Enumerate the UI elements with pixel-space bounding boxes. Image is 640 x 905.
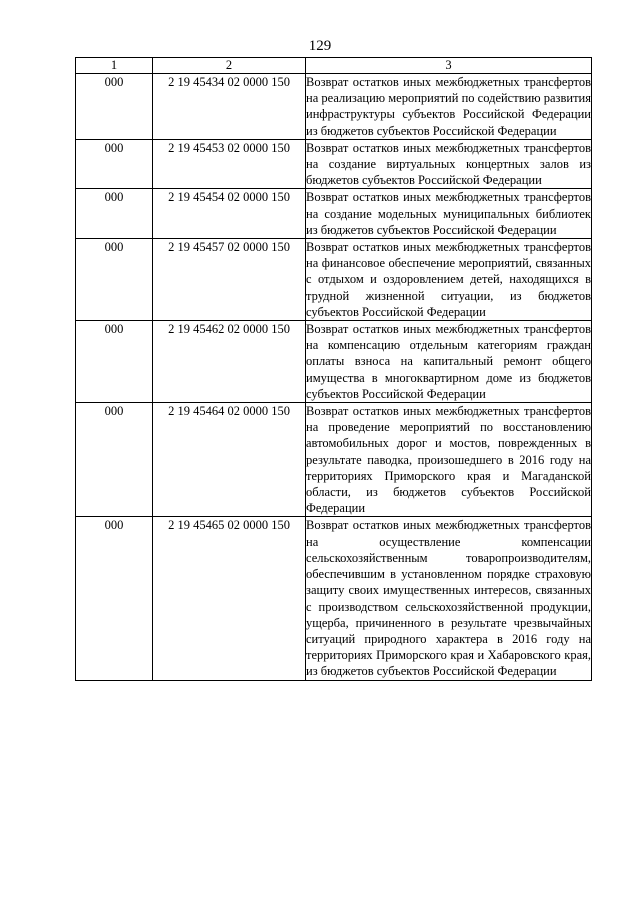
table-row xyxy=(76,139,592,189)
table-row xyxy=(76,517,592,680)
table-row xyxy=(76,189,592,239)
kbk-code-cell: 2 19 45453 02 0000 150 xyxy=(153,139,306,189)
column-header-2: 2 xyxy=(153,58,306,74)
kbk-code-cell: 2 19 45454 02 0000 150 xyxy=(153,189,306,239)
description-cell: Возврат остатков иных межбюджетных трансфертов на создание модельных муниципальных библиотек из бюджетов субъектов Российской Федерации xyxy=(306,190,591,237)
description-cell: Возврат остатков иных межбюджетных трансфертов на финансовое обеспечение мероприятий, связанных с отдыхом и оздоровлением детей, находящихся в трудной жизненной ситуации, из бюджетов субъектов Российской Федерации xyxy=(306,240,591,319)
budget-classification-table xyxy=(75,57,592,681)
admin-code-cell: 000 xyxy=(76,74,153,140)
kbk-code-cell: 2 19 45462 02 0000 150 xyxy=(153,321,306,403)
kbk-code-cell: 2 19 45457 02 0000 150 xyxy=(153,239,306,321)
table-row xyxy=(76,403,592,517)
description-cell: Возврат остатков иных межбюджетных трансфертов на создание виртуальных концертных залов из бюджетов субъектов Российской Федерации xyxy=(306,140,591,188)
table-row xyxy=(76,321,592,403)
description-cell: Возврат остатков иных межбюджетных трансфертов на проведение мероприятий по восстановлению автомобильных дорог и мостов, поврежденных в результате паводка, произошедшего в 2016 году на территориях Приморского края и Магаданской области, из бюджетов субъектов Российской Федерации xyxy=(306,404,591,516)
page-number: 129 xyxy=(308,38,332,54)
table-row xyxy=(76,239,592,321)
admin-code-cell: 000 xyxy=(76,189,153,239)
description-cell: Возврат остатков иных межбюджетных трансфертов на осуществление компенсации сельскохозяйственным товаропроизводителям, обеспечившим в установленном порядке страховую защиту своих имущественных интересов, связанных с производством сельскохозяйственной продукции, ущерба, причиненного в результате чрезвычайных ситуаций природного характера в 2016 году на территориях Приморского края и Хабаровского края, из бюджетов субъектов Российской Федерации xyxy=(306,518,591,679)
admin-code-cell: 000 xyxy=(76,517,153,680)
kbk-code-cell: 2 19 45465 02 0000 150 xyxy=(153,517,306,680)
table-header-row xyxy=(76,58,592,74)
kbk-code-cell: 2 19 45434 02 0000 150 xyxy=(153,74,306,140)
kbk-code-cell: 2 19 45464 02 0000 150 xyxy=(153,403,306,517)
admin-code-cell: 000 xyxy=(76,321,153,403)
table-row xyxy=(76,74,592,140)
description-cell: Возврат остатков иных межбюджетных трансфертов на компенсацию отдельным категориям граждан оплаты взноса на капитальный ремонт общего имущества в многоквартирном доме из бюджетов субъектов Российской Федерации xyxy=(306,322,591,401)
column-header-1: 1 xyxy=(76,58,153,74)
admin-code-cell: 000 xyxy=(76,239,153,321)
admin-code-cell: 000 xyxy=(76,139,153,189)
column-header-3: 3 xyxy=(306,58,592,74)
admin-code-cell: 000 xyxy=(76,403,153,517)
description-cell: Возврат остатков иных межбюджетных трансфертов на реализацию мероприятий по содействию развития инфраструктуры субъектов Российской Федерации из бюджетов субъектов Российской Федерации xyxy=(306,75,591,138)
